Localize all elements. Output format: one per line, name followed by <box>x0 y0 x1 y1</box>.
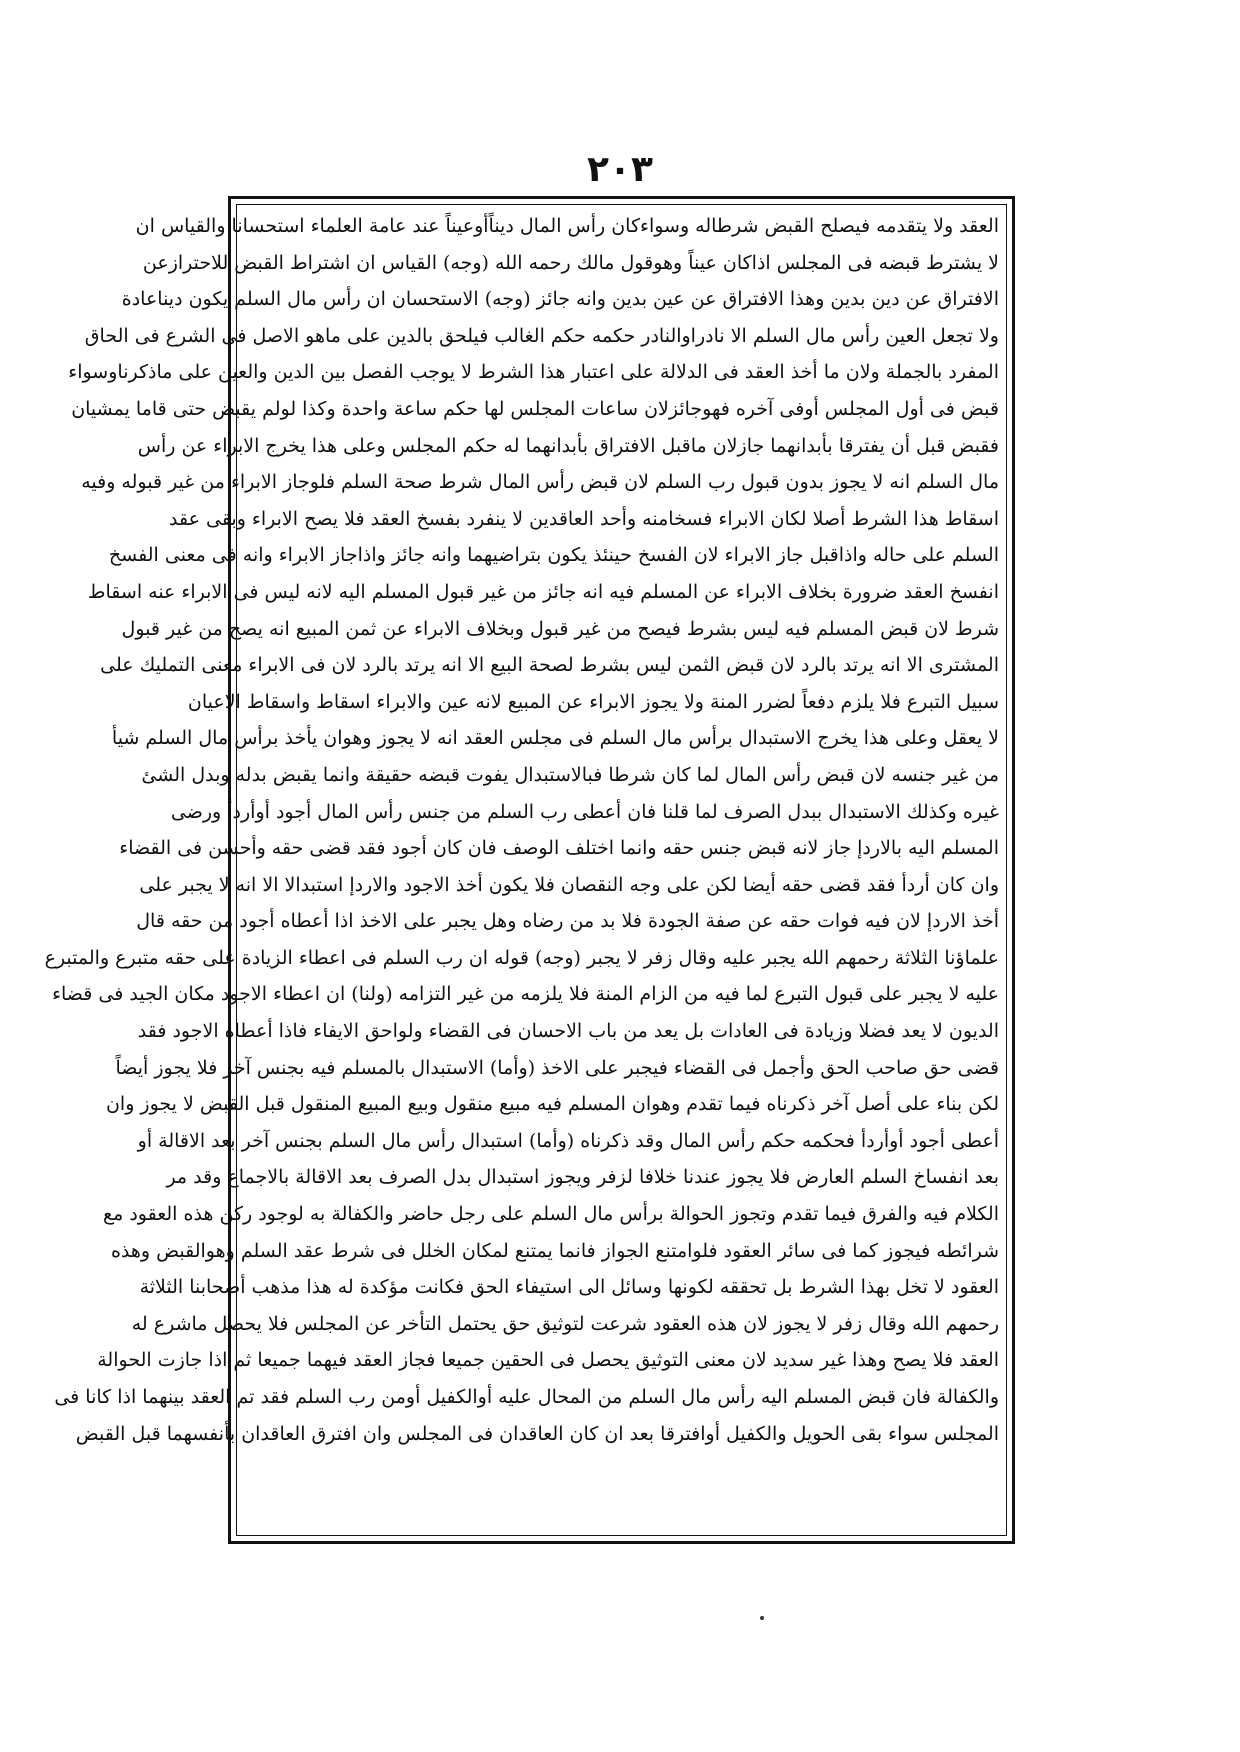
text-line: غيره وكذلك الاستبدال ببدل الصرف لما قلنا فان أعطى رب السلم من جنس رأس المال أجود أوأردأ ورضى <box>170 800 999 823</box>
text-line: سبيل التبرع فلا يلزم دفعاً لضرر المنة ولا يجوز الابراء عن المبيع لانه عين والابراء اسقاط واسقاط الاعيان <box>187 690 999 713</box>
text-line: المجلس سواء بقى الحويل والكفيل أوافترقا بعد ان كان العاقدان فى المجلس وان افترق العاقدان بأنفسهما قبل القبض <box>75 1422 999 1445</box>
text-line: الديون لا يعد فضلا وزيادة فى العادات بل يعد من باب الاحسان فى القضاء ولواحق الايفاء فاذا أعطاه الاجود فقد <box>137 1020 999 1043</box>
text-line: والكفالة فان قبض المسلم اليه رأس مال السلم من المحال عليه أوالكفيل أومن رب السلم فقد تم العقد بينهما اذا كانا فى <box>54 1386 999 1408</box>
text-line: رحمهم الله وقال زفر لا يجوز لان هذه العقود شرعت لتوثيق حق يحتمل التأخر عن المجلس فلا يحصل ماشرع له <box>131 1312 999 1335</box>
text-line: من غير جنسه لان قبض رأس المال لما كان شرطا فبالاستبدال يفوت قبضه حقيقة وانما يقبض بدله وبدل الشئ <box>141 763 999 786</box>
text-line: قضى حق صاحب الحق وأجمل فى القضاء فيجبر على الاخذ (وأما) الاستبدال بالمسلم فيه بجنس آخر فلا يجوز أيضاً <box>115 1056 999 1079</box>
text-line: المسلم اليه بالاردإ جاز لانه قبض جنس حقه وانما اختلف الوصف فان كان أجود فقد قضى حقه وأحسن فى القضاء <box>119 837 999 860</box>
text-line: السلم على حاله واذاقبل جاز الابراء لان الفسخ حينئذ يكون بتراضيهما وانه جائز واذاجاز الابراء وانه فى معنى الفسخ <box>108 544 999 567</box>
text-line: العقد فلا يصح وهذا غير سديد لان معنى التوثيق يحصل فى الحقين جميعا فجاز العقد فيهما جميعا ثم اذا جازت الحوالة <box>97 1349 999 1372</box>
text-line: فقبض قبل أن يفترقا بأبدانهما جازلان ماقبل الافتراق بأبدانهما له حكم المجلس وعلى هذا يخرج الابراء عن رأس <box>137 434 999 457</box>
text-line: انفسخ العقد ضرورة بخلاف الابراء عن المسلم فيه انه جائز من غير قبول المسلم اليه لانه ليس فى الابراء عنه اسقاط <box>87 580 999 603</box>
text-line: الكلام فيه والفرق فيما تقدم وتجوز الحوالة برأس مال السلم على رجل حاضر والكفالة به لوجود ركن هذه العقود مع <box>103 1203 999 1226</box>
text-line: المفرد بالجملة ولان ما أخذ العقد فى الدلالة على اعتبار هذا الشرط لا يوجب الفصل بين الدين والعين على ماذكرناوسواء <box>68 361 999 384</box>
page-number: ٢٠٣ <box>587 149 653 190</box>
text-line: لا يشترط قبضه فى المجلس اذاكان عيناً وهوقول مالك رحمه الله (وجه) القياس ان اشتراط القبض للاحترازعن <box>142 251 999 274</box>
text-line: العقد ولا يتقدمه فيصلح القبض شرطاله وسواءكان رأس المال ديناًأوعيناً عند عامة العلماء استحسانا والقياس ان <box>135 215 999 237</box>
text-line: علماؤنا الثلاثة رحمهم الله يجبر عليه وقال زفر لا يجبر (وجه) قوله ان رب السلم فى اعطاء الزيادة على حقه متبرع والمتبرع <box>44 946 999 969</box>
text-line: مال السلم انه لا يجوز بدون قبول رب السلم لان قبض رأس المال شرط صحة السلم فلوجاز الابراء من غير قبوله وفيه <box>81 471 999 494</box>
text-line: العقود لا تخل بهذا الشرط بل تحققه لكونها وسائل الى استيفاء الحق فكانت مؤكدة له هذا مذهب أصحابنا الثلاثة <box>139 1276 999 1299</box>
text-line: بعد انفساخ السلم العارض فلا يجوز عندنا خلافا لزفر ويجوز استبدال بدل الصرف بعد الاقالة بالاجماع وقد مر <box>166 1166 999 1189</box>
text-body <box>44 208 999 1528</box>
text-line: أخذ الاردإ لان فيه فوات حقه عن صفة الجودة فلا بد من رضاه وهل يجبر على الاخذ اذا أعطاه أجود من حقه قال <box>136 910 999 933</box>
text-line: اسقاط هذا الشرط أصلا لكان الابراء فسخامنه وأحد العاقدين لا ينفرد بفسخ العقد فلا يصح الابراء وبقى عقد <box>169 507 999 530</box>
text-line: لا يعقل وعلى هذا يخرج الاستبدال برأس مال السلم فى مجلس العقد انه لا يجوز وهوان يأخذ برأس مال السلم شيأ <box>111 727 999 750</box>
text-line: أعطى أجود أوأردأ فحكمه حكم رأس المال وقد ذكرناه (وأما) استبدال رأس مال السلم بجنس آخر بعد الاقالة أو <box>137 1129 999 1152</box>
text-line: الافتراق عن دين بدين وهذا الافتراق عن عين بدين وانه جائز (وجه) الاستحسان ان رأس مال السلم يكون ديناعادة <box>121 288 999 311</box>
text-line: عليه لا يجبر على قبول التبرع لما فيه من الزام المنة فلا يلزمه من غير التزامه (ولنا) ان اعطاء الاجود مكان الجيد فى قضاء <box>52 983 999 1006</box>
text-line: شرط لان قبض المسلم فيه ليس بشرط فيصح من غير قبول وبخلاف الابراء عن ثمن المبيع انه يصح من غير قبول <box>121 617 999 640</box>
text-line: قبض فى أول المجلس أوفى آخره فهوجائزلان ساعات المجلس لها حكم ساعة واحدة وكذا لولم يقبض حتى قاما يمشيان <box>71 397 999 420</box>
scan-speck <box>760 1616 764 1620</box>
text-line: لكن بناء على أصل آخر ذكرناه فيما تقدم وهوان المسلم فيه مبيع منقول وبيع المبيع المنقول قبل القبض لا يجوز وان <box>105 1093 999 1116</box>
text-line: ولا تجعل العين رأس مال السلم الا نادراوالنادر حكمه حكم الغالب فيلحق بالدين على ماهو الاصل فى الشرع فى الحاق <box>84 324 999 347</box>
text-line: وان كان أردأ فقد قضى حقه أيضا لكن على وجه النقصان فلا يكون أخذ الاجود والاردإ استبدالا الا انه لا يجبر على <box>139 873 999 896</box>
text-line: شرائطه فيجوز كما فى سائر العقود فلوامتنع الجواز فانما يمتنع لمكان الخلل فى شرط عقد السلم وهوالقبض وهذه <box>110 1239 999 1262</box>
text-line: المشترى الا انه يرتد بالرد لان قبض الثمن ليس بشرط لصحة البيع الا انه يرتد بالرد لان فى الابراء معنى التمليك على <box>100 654 999 677</box>
